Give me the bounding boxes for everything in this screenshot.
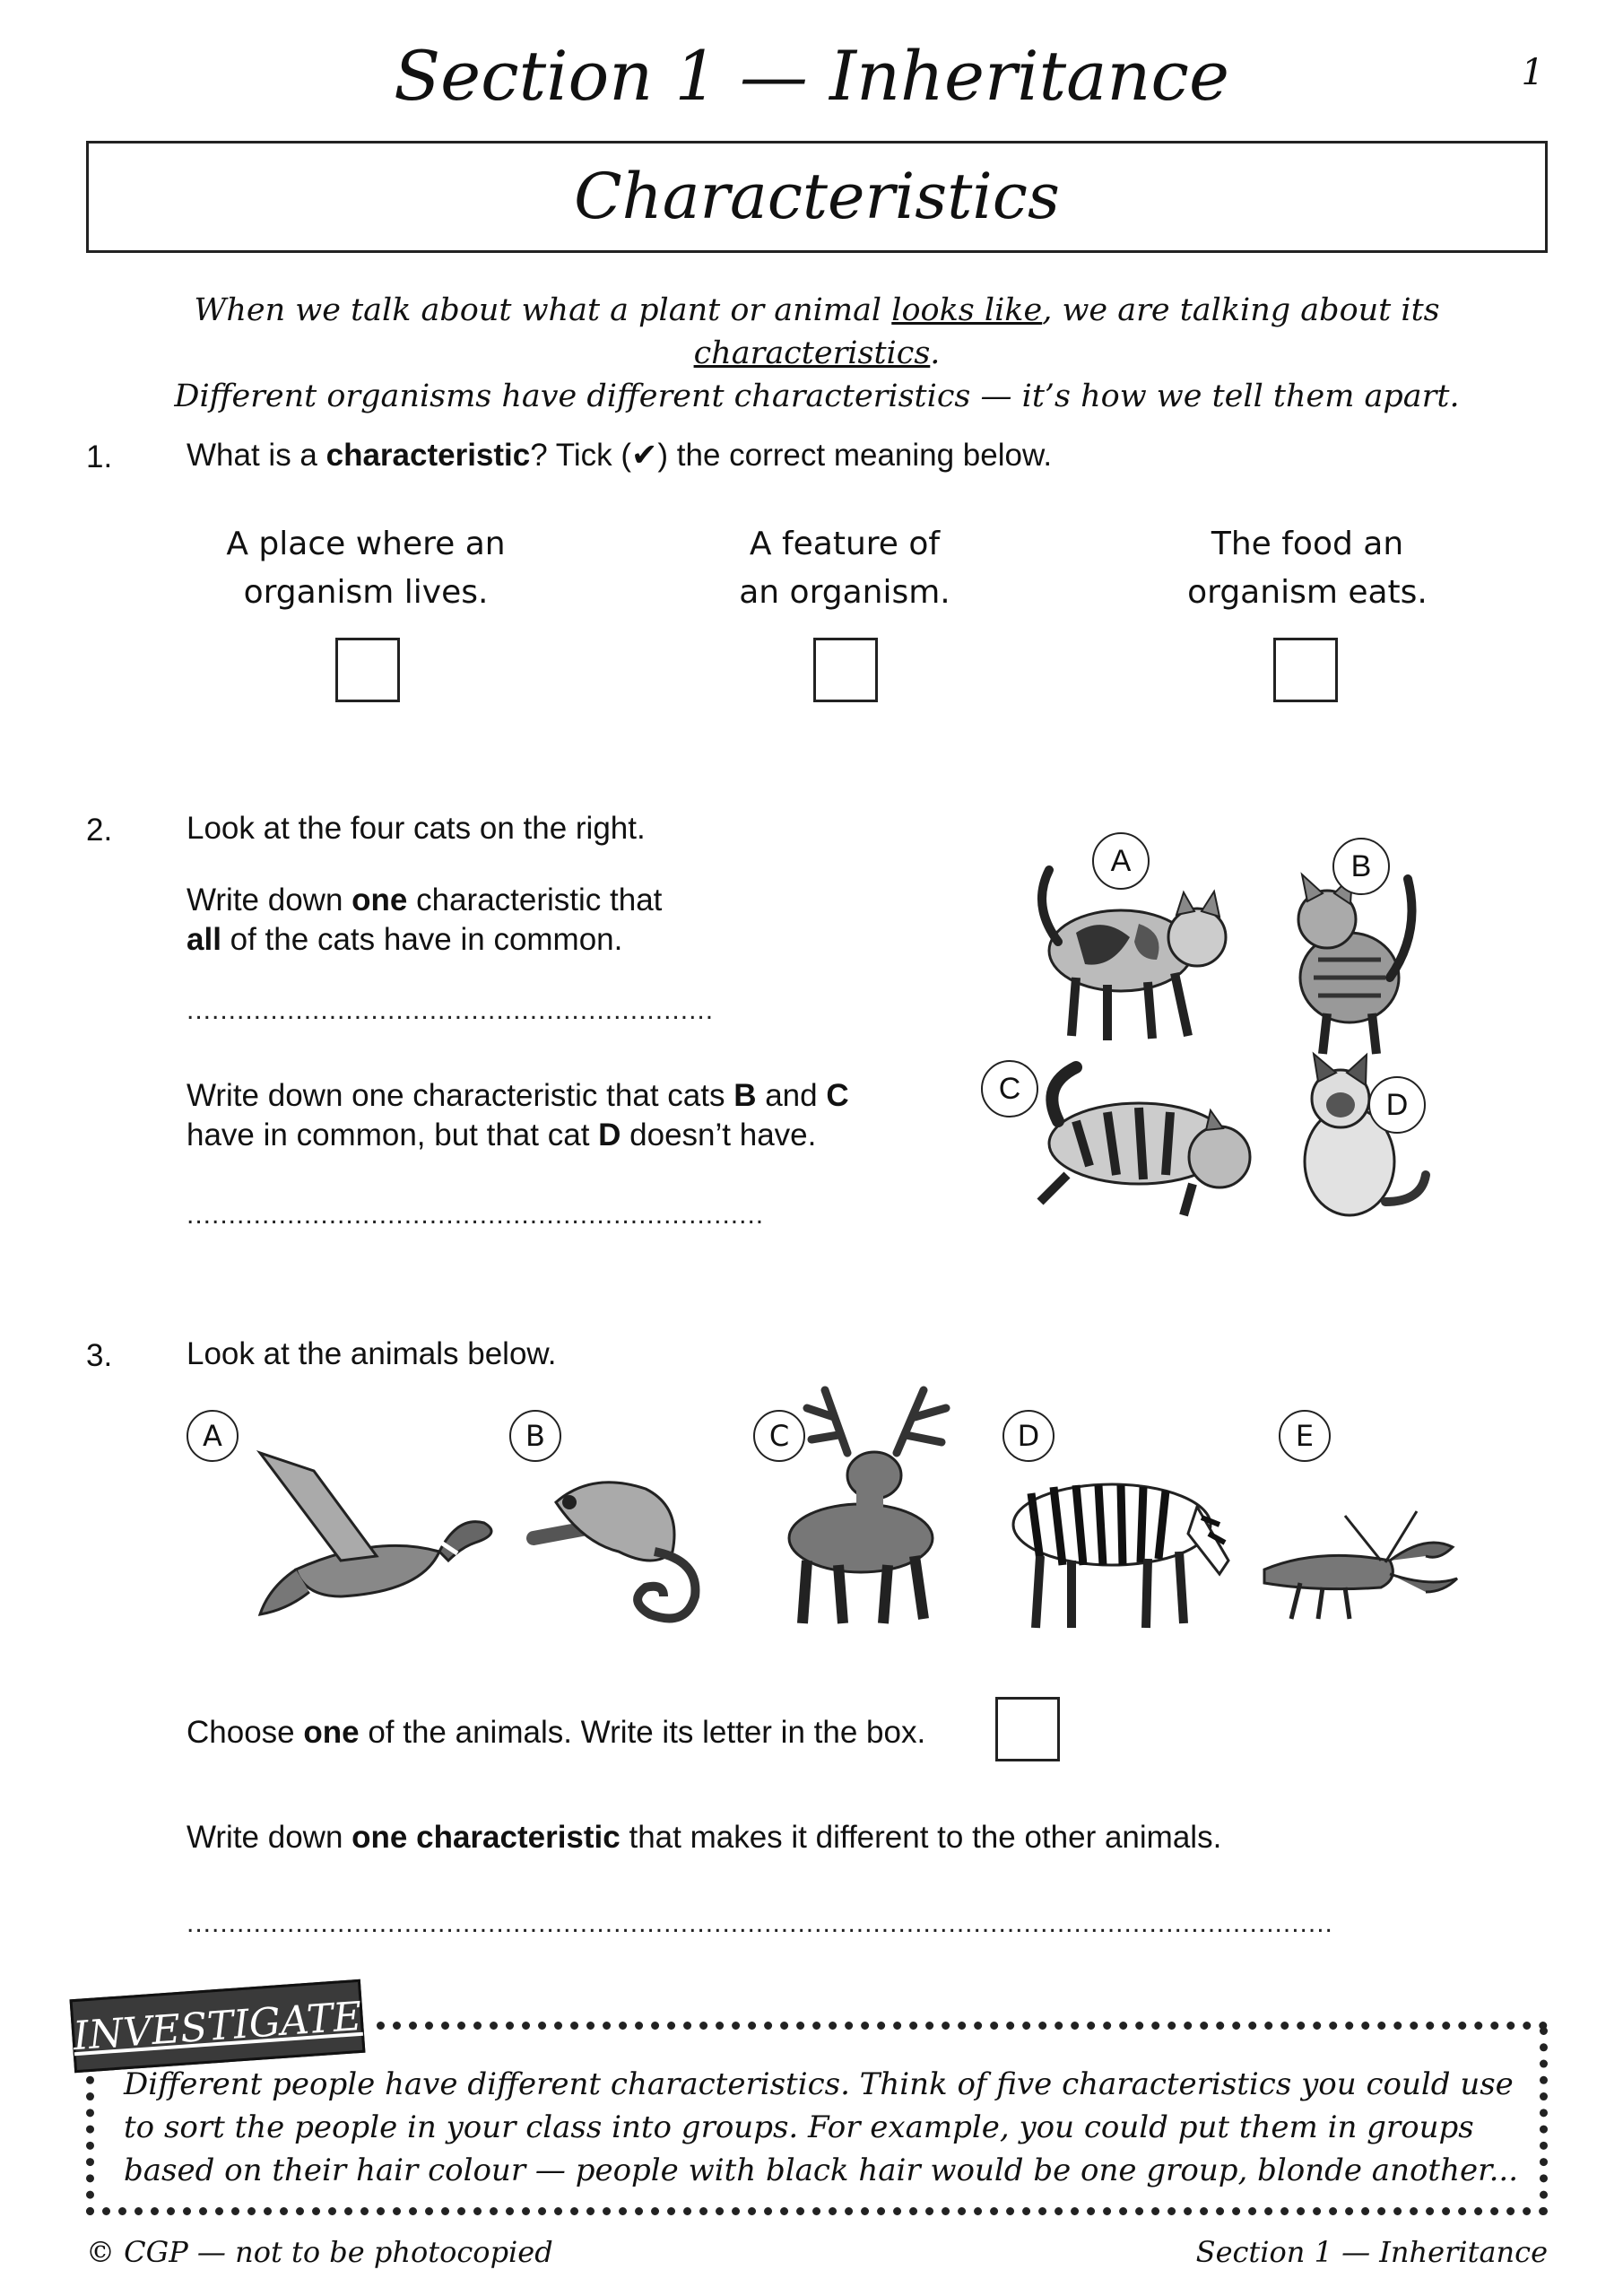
cat-b-label: B bbox=[1332, 838, 1390, 895]
cat-a-label: A bbox=[1092, 832, 1150, 890]
q1-option-3-tickbox[interactable] bbox=[1273, 638, 1338, 702]
intro-line-1: When we talk about what a plant or animal looks like, we are talking about its characteristics. bbox=[194, 292, 1440, 371]
footer-copyright: © CGP — not to be photocopied bbox=[86, 2235, 553, 2269]
q1-option-1-text: A place where an organism lives. bbox=[226, 526, 506, 611]
animal-a-label: A bbox=[187, 1410, 239, 1462]
cat-d-image bbox=[1282, 1049, 1435, 1220]
duck-image bbox=[242, 1435, 502, 1632]
q3-choose-text: Choose one of the animals. Write its letter in the box. bbox=[187, 1715, 926, 1750]
q2-part1-text: Write down one characteristic that all of the cats have in common. bbox=[187, 883, 663, 957]
cat-d-label: D bbox=[1368, 1076, 1426, 1134]
chameleon-image bbox=[529, 1453, 717, 1632]
q1-option-3-text: The food an organism eats. bbox=[1187, 526, 1428, 611]
intro-text bbox=[86, 289, 1548, 418]
animal-c-label: C bbox=[753, 1410, 805, 1462]
cat-c-image bbox=[1031, 1058, 1264, 1220]
q2-answer-line-2[interactable]: ..................................................................... bbox=[187, 1200, 765, 1230]
q3-intro: Look at the animals below. bbox=[187, 1336, 557, 1371]
investigate-tag: INVESTIGATE bbox=[70, 1979, 366, 2073]
cat-c-label: C bbox=[981, 1060, 1038, 1118]
page-number: 1 bbox=[1521, 52, 1544, 93]
animal-b-label: B bbox=[509, 1410, 561, 1462]
q3-answer-line[interactable]: ......................................................................................................................................... bbox=[187, 1909, 1333, 1938]
q2-part2-text: Write down one characteristic that cats B and C have in common, but that cat D doesn’t have. bbox=[187, 1078, 849, 1152]
q2-number: 2. bbox=[86, 813, 113, 848]
q1-option-2-text: A feature of an organism. bbox=[739, 526, 950, 611]
section-title: Section 1 — Inheritance bbox=[394, 36, 1229, 116]
footer-section: Section 1 — Inheritance bbox=[1195, 2235, 1548, 2269]
intro-line-2: Different organisms have different characteristics — it’s how we tell them apart. bbox=[174, 378, 1460, 414]
q1-option-2-tickbox[interactable] bbox=[813, 638, 878, 702]
q3-number: 3. bbox=[86, 1338, 113, 1373]
q2-intro: Look at the four cats on the right. bbox=[187, 811, 646, 846]
animal-d-label: D bbox=[1002, 1410, 1055, 1462]
investigate-text: Different people have different characteristics. Think of five characteristics you could use to sort the people in your class into groups. For example, you could put them in groups based on their hair colour — people with black hair would be one group, blonde another... bbox=[124, 2066, 1519, 2188]
lobster-image bbox=[1246, 1507, 1462, 1623]
zebra-image bbox=[1004, 1453, 1246, 1632]
q1-text: What is a characteristic? Tick (✔) the correct meaning below. bbox=[187, 438, 1053, 473]
reindeer-image bbox=[771, 1381, 977, 1632]
q1-number: 1. bbox=[86, 439, 113, 474]
q2-answer-line-1[interactable]: ............................................................... bbox=[187, 996, 715, 1025]
chapter-title: Characteristics bbox=[574, 160, 1060, 233]
q3-letter-box[interactable] bbox=[995, 1697, 1060, 1761]
q1-option-1-tickbox[interactable] bbox=[335, 638, 400, 702]
q3-write-text: Write down one characteristic that makes it different to the other animals. bbox=[187, 1820, 1222, 1855]
animal-e-label: E bbox=[1279, 1410, 1331, 1462]
